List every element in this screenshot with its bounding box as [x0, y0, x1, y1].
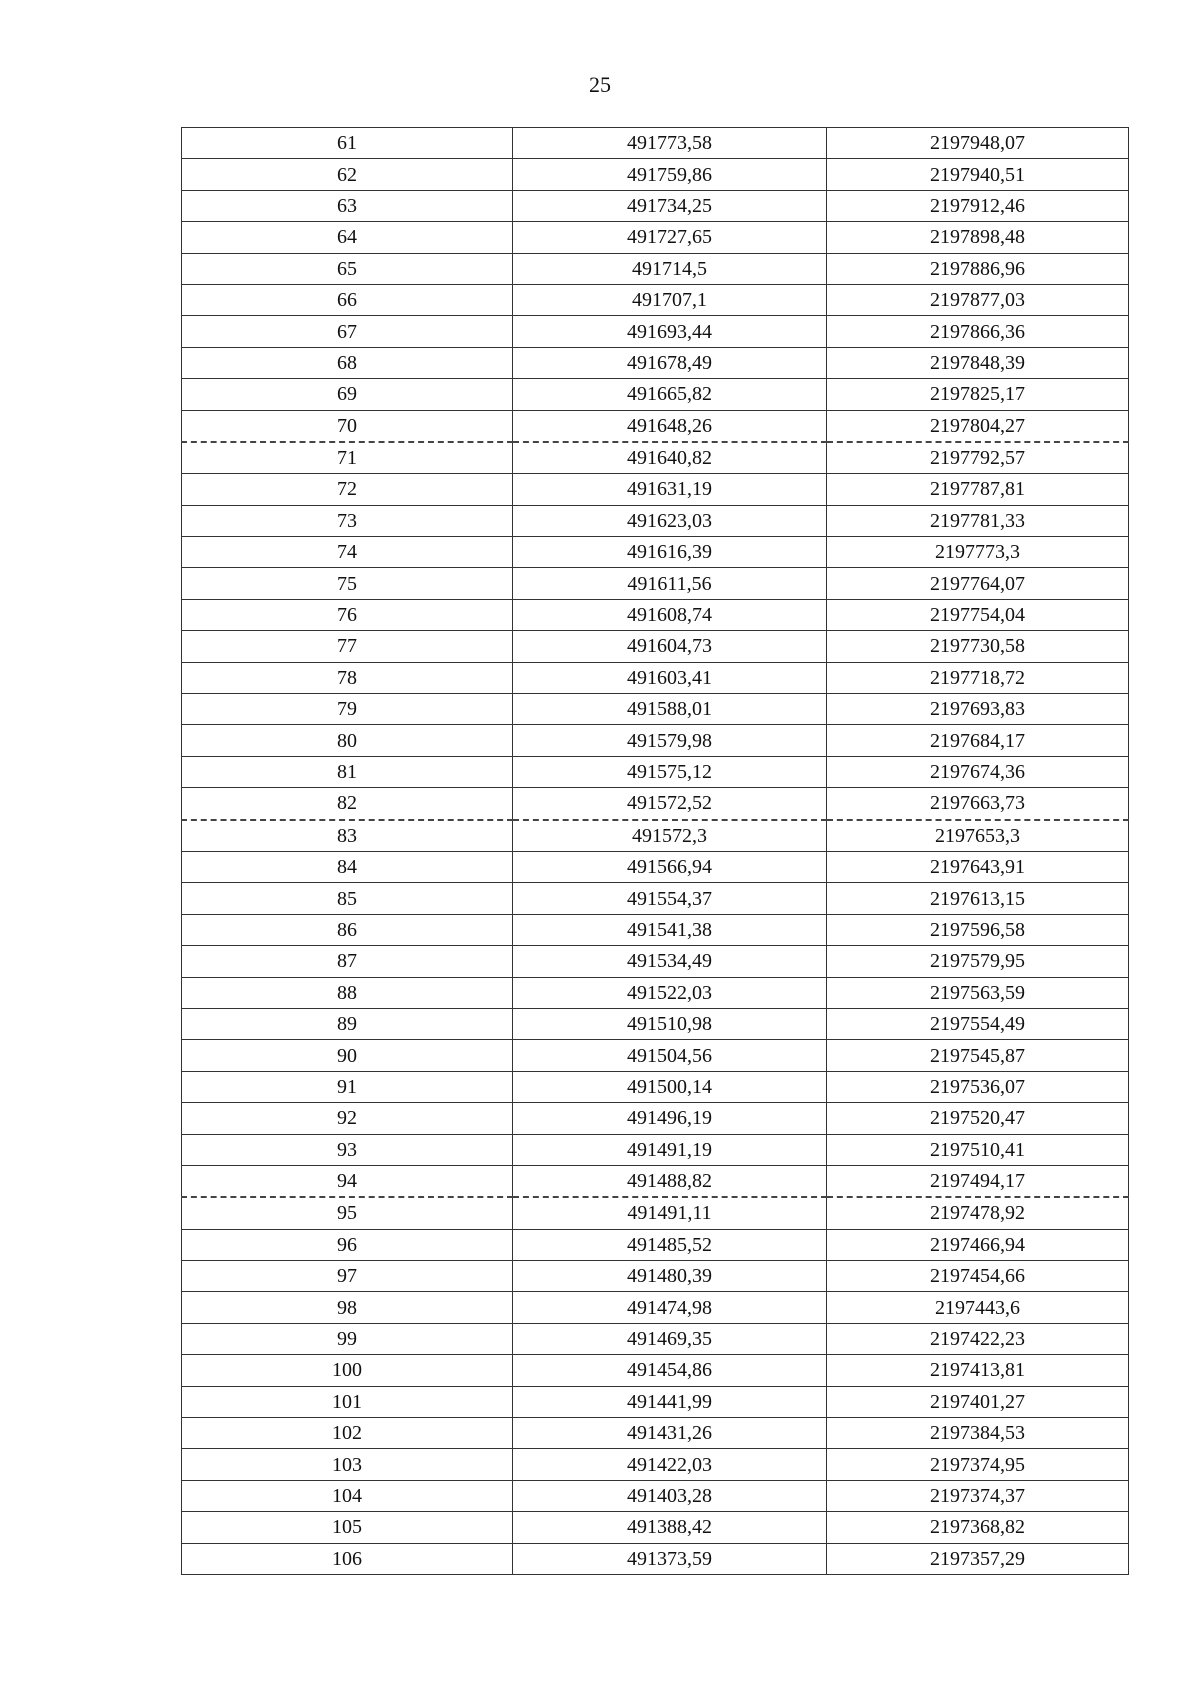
- y-coordinate-cell: 2197684,17: [827, 725, 1129, 756]
- table-row: [182, 1040, 1129, 1071]
- point-number-cell: 103: [182, 1449, 513, 1480]
- point-number-cell: 94: [182, 1165, 513, 1197]
- y-coordinate-cell: 2197730,58: [827, 631, 1129, 662]
- x-coordinate-cell: 491500,14: [513, 1071, 827, 1102]
- x-coordinate-cell: 491631,19: [513, 474, 827, 505]
- y-coordinate-cell: 2197781,33: [827, 505, 1129, 536]
- y-coordinate-cell: 2197357,29: [827, 1543, 1129, 1574]
- y-coordinate-cell: 2197596,58: [827, 914, 1129, 945]
- table-row: [182, 662, 1129, 693]
- x-coordinate-cell: 491665,82: [513, 379, 827, 410]
- x-coordinate-cell: 491603,41: [513, 662, 827, 693]
- x-coordinate-cell: 491403,28: [513, 1480, 827, 1511]
- point-number-cell: 75: [182, 568, 513, 599]
- point-number-cell: 86: [182, 914, 513, 945]
- x-coordinate-cell: 491648,26: [513, 410, 827, 442]
- x-coordinate-cell: 491707,1: [513, 284, 827, 315]
- x-coordinate-cell: 491504,56: [513, 1040, 827, 1071]
- x-coordinate-cell: 491608,74: [513, 599, 827, 630]
- y-coordinate-cell: 2197401,27: [827, 1386, 1129, 1417]
- page-number: 25: [589, 72, 611, 97]
- point-number-cell: 88: [182, 977, 513, 1008]
- x-coordinate-cell: 491616,39: [513, 537, 827, 568]
- point-number-cell: 73: [182, 505, 513, 536]
- point-number-cell: 76: [182, 599, 513, 630]
- y-coordinate-cell: 2197554,49: [827, 1008, 1129, 1039]
- y-coordinate-cell: 2197384,53: [827, 1418, 1129, 1449]
- table-row: [182, 946, 1129, 977]
- point-number-cell: 65: [182, 253, 513, 284]
- point-number-cell: 61: [182, 128, 513, 159]
- point-number-cell: 82: [182, 788, 513, 820]
- point-number-cell: 63: [182, 190, 513, 221]
- table-row: [182, 1134, 1129, 1165]
- y-coordinate-cell: 2197886,96: [827, 253, 1129, 284]
- point-number-cell: 87: [182, 946, 513, 977]
- x-coordinate-cell: 491488,82: [513, 1165, 827, 1197]
- y-coordinate-cell: 2197443,6: [827, 1292, 1129, 1323]
- x-coordinate-cell: 491575,12: [513, 756, 827, 787]
- point-number-cell: 62: [182, 159, 513, 190]
- point-number-cell: 99: [182, 1323, 513, 1354]
- coordinates-table-body: [182, 128, 1129, 1575]
- table-row: [182, 631, 1129, 662]
- table-row: [182, 159, 1129, 190]
- table-row: [182, 599, 1129, 630]
- y-coordinate-cell: 2197510,41: [827, 1134, 1129, 1165]
- point-number-cell: 66: [182, 284, 513, 315]
- point-number-cell: 101: [182, 1386, 513, 1417]
- point-number-cell: 96: [182, 1229, 513, 1260]
- table-row: [182, 190, 1129, 221]
- x-coordinate-cell: 491693,44: [513, 316, 827, 347]
- point-number-cell: 78: [182, 662, 513, 693]
- point-number-cell: 98: [182, 1292, 513, 1323]
- table-row: [182, 1008, 1129, 1039]
- y-coordinate-cell: 2197466,94: [827, 1229, 1129, 1260]
- y-coordinate-cell: 2197877,03: [827, 284, 1129, 315]
- x-coordinate-cell: 491572,52: [513, 788, 827, 820]
- y-coordinate-cell: 2197773,3: [827, 537, 1129, 568]
- table-row: [182, 725, 1129, 756]
- x-coordinate-cell: 491469,35: [513, 1323, 827, 1354]
- table-row: [182, 820, 1129, 852]
- table-row: [182, 316, 1129, 347]
- x-coordinate-cell: 491491,11: [513, 1197, 827, 1229]
- table-row: [182, 883, 1129, 914]
- point-number-cell: 91: [182, 1071, 513, 1102]
- table-row: [182, 1261, 1129, 1292]
- x-coordinate-cell: 491773,58: [513, 128, 827, 159]
- y-coordinate-cell: 2197718,72: [827, 662, 1129, 693]
- x-coordinate-cell: 491441,99: [513, 1386, 827, 1417]
- y-coordinate-cell: 2197693,83: [827, 694, 1129, 725]
- y-coordinate-cell: 2197866,36: [827, 316, 1129, 347]
- y-coordinate-cell: 2197478,92: [827, 1197, 1129, 1229]
- y-coordinate-cell: 2197764,07: [827, 568, 1129, 599]
- table-row: [182, 410, 1129, 442]
- y-coordinate-cell: 2197825,17: [827, 379, 1129, 410]
- x-coordinate-cell: 491588,01: [513, 694, 827, 725]
- point-number-cell: 85: [182, 883, 513, 914]
- y-coordinate-cell: 2197422,23: [827, 1323, 1129, 1354]
- point-number-cell: 81: [182, 756, 513, 787]
- y-coordinate-cell: 2197454,66: [827, 1261, 1129, 1292]
- point-number-cell: 71: [182, 442, 513, 474]
- table-row: [182, 1103, 1129, 1134]
- table-row: [182, 1323, 1129, 1354]
- table-row: [182, 1512, 1129, 1543]
- point-number-cell: 83: [182, 820, 513, 852]
- table-row: [182, 284, 1129, 315]
- x-coordinate-cell: 491623,03: [513, 505, 827, 536]
- x-coordinate-cell: 491734,25: [513, 190, 827, 221]
- x-coordinate-cell: 491534,49: [513, 946, 827, 977]
- point-number-cell: 74: [182, 537, 513, 568]
- point-number-cell: 102: [182, 1418, 513, 1449]
- x-coordinate-cell: 491554,37: [513, 883, 827, 914]
- point-number-cell: 97: [182, 1261, 513, 1292]
- table-row: [182, 1229, 1129, 1260]
- table-row: [182, 1071, 1129, 1102]
- point-number-cell: 68: [182, 347, 513, 378]
- table-row: [182, 379, 1129, 410]
- x-coordinate-cell: 491422,03: [513, 1449, 827, 1480]
- y-coordinate-cell: 2197653,3: [827, 820, 1129, 852]
- x-coordinate-cell: 491454,86: [513, 1355, 827, 1386]
- x-coordinate-cell: 491431,26: [513, 1418, 827, 1449]
- x-coordinate-cell: 491678,49: [513, 347, 827, 378]
- x-coordinate-cell: 491491,19: [513, 1134, 827, 1165]
- table-row: [182, 977, 1129, 1008]
- table-row: [182, 788, 1129, 820]
- y-coordinate-cell: 2197536,07: [827, 1071, 1129, 1102]
- y-coordinate-cell: 2197804,27: [827, 410, 1129, 442]
- table-row: [182, 537, 1129, 568]
- y-coordinate-cell: 2197494,17: [827, 1165, 1129, 1197]
- y-coordinate-cell: 2197754,04: [827, 599, 1129, 630]
- point-number-cell: 100: [182, 1355, 513, 1386]
- table-row: [182, 1165, 1129, 1197]
- point-number-cell: 72: [182, 474, 513, 505]
- x-coordinate-cell: 491388,42: [513, 1512, 827, 1543]
- y-coordinate-cell: 2197948,07: [827, 128, 1129, 159]
- y-coordinate-cell: 2197563,59: [827, 977, 1129, 1008]
- point-number-cell: 105: [182, 1512, 513, 1543]
- table-row: [182, 756, 1129, 787]
- table-row: [182, 1197, 1129, 1229]
- y-coordinate-cell: 2197413,81: [827, 1355, 1129, 1386]
- table-row: [182, 347, 1129, 378]
- point-number-cell: 104: [182, 1480, 513, 1511]
- table-row: [182, 128, 1129, 159]
- point-number-cell: 92: [182, 1103, 513, 1134]
- y-coordinate-cell: 2197787,81: [827, 474, 1129, 505]
- y-coordinate-cell: 2197368,82: [827, 1512, 1129, 1543]
- table-row: [182, 1386, 1129, 1417]
- y-coordinate-cell: 2197520,47: [827, 1103, 1129, 1134]
- x-coordinate-cell: 491474,98: [513, 1292, 827, 1323]
- point-number-cell: 93: [182, 1134, 513, 1165]
- point-number-cell: 90: [182, 1040, 513, 1071]
- x-coordinate-cell: 491496,19: [513, 1103, 827, 1134]
- x-coordinate-cell: 491541,38: [513, 914, 827, 945]
- point-number-cell: 89: [182, 1008, 513, 1039]
- x-coordinate-cell: 491611,56: [513, 568, 827, 599]
- point-number-cell: 70: [182, 410, 513, 442]
- y-coordinate-cell: 2197663,73: [827, 788, 1129, 820]
- table-row: [182, 1543, 1129, 1574]
- y-coordinate-cell: 2197674,36: [827, 756, 1129, 787]
- table-row: [182, 694, 1129, 725]
- point-number-cell: 84: [182, 851, 513, 882]
- table-row: [182, 568, 1129, 599]
- point-number-cell: 79: [182, 694, 513, 725]
- y-coordinate-cell: 2197579,95: [827, 946, 1129, 977]
- table-row: [182, 1292, 1129, 1323]
- point-number-cell: 95: [182, 1197, 513, 1229]
- y-coordinate-cell: 2197898,48: [827, 222, 1129, 253]
- x-coordinate-cell: 491480,39: [513, 1261, 827, 1292]
- x-coordinate-cell: 491579,98: [513, 725, 827, 756]
- y-coordinate-cell: 2197848,39: [827, 347, 1129, 378]
- y-coordinate-cell: 2197792,57: [827, 442, 1129, 474]
- y-coordinate-cell: 2197613,15: [827, 883, 1129, 914]
- table-row: [182, 474, 1129, 505]
- table-row: [182, 222, 1129, 253]
- point-number-cell: 77: [182, 631, 513, 662]
- table-row: [182, 1418, 1129, 1449]
- x-coordinate-cell: 491759,86: [513, 159, 827, 190]
- table-row: [182, 505, 1129, 536]
- table-row: [182, 1449, 1129, 1480]
- x-coordinate-cell: 491572,3: [513, 820, 827, 852]
- y-coordinate-cell: 2197545,87: [827, 1040, 1129, 1071]
- x-coordinate-cell: 491522,03: [513, 977, 827, 1008]
- point-number-cell: 67: [182, 316, 513, 347]
- coordinates-table: [181, 127, 1129, 1575]
- table-row: [182, 914, 1129, 945]
- point-number-cell: 64: [182, 222, 513, 253]
- table-row: [182, 442, 1129, 474]
- y-coordinate-cell: 2197940,51: [827, 159, 1129, 190]
- x-coordinate-cell: 491485,52: [513, 1229, 827, 1260]
- x-coordinate-cell: 491714,5: [513, 253, 827, 284]
- table-row: [182, 253, 1129, 284]
- x-coordinate-cell: 491640,82: [513, 442, 827, 474]
- y-coordinate-cell: 2197374,95: [827, 1449, 1129, 1480]
- y-coordinate-cell: 2197374,37: [827, 1480, 1129, 1511]
- point-number-cell: 106: [182, 1543, 513, 1574]
- point-number-cell: 80: [182, 725, 513, 756]
- table-row: [182, 1480, 1129, 1511]
- table-row: [182, 1355, 1129, 1386]
- y-coordinate-cell: 2197912,46: [827, 190, 1129, 221]
- x-coordinate-cell: 491373,59: [513, 1543, 827, 1574]
- x-coordinate-cell: 491604,73: [513, 631, 827, 662]
- y-coordinate-cell: 2197643,91: [827, 851, 1129, 882]
- point-number-cell: 69: [182, 379, 513, 410]
- table-row: [182, 851, 1129, 882]
- x-coordinate-cell: 491510,98: [513, 1008, 827, 1039]
- x-coordinate-cell: 491727,65: [513, 222, 827, 253]
- x-coordinate-cell: 491566,94: [513, 851, 827, 882]
